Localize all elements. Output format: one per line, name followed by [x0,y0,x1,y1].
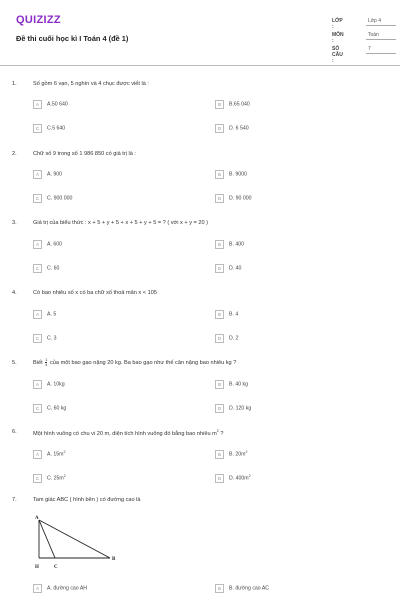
class-label: LỚP : [332,18,343,30]
option-text: B. 400 [229,241,244,248]
option-d[interactable] [215,124,249,133]
count-underline [366,53,396,54]
option-text: B. 4 [229,311,239,318]
side-ab [39,520,110,558]
option-c[interactable] [33,474,66,483]
quizizz-logo: QUIZIZZ [16,14,61,26]
superscript: 2 [248,474,251,479]
option-c[interactable] [33,334,57,343]
option-a[interactable] [33,380,65,389]
question-text [33,429,223,437]
option-text: A. 600 [47,241,62,248]
superscript: 2 [216,429,219,433]
option-d[interactable] [215,194,252,203]
option-letter-box: D [215,264,224,273]
option-d[interactable] [215,334,239,343]
page-title: Đề thi cuối học kì I Toán 4 (đề 1) [16,34,129,43]
option-letter-box: B [215,450,224,459]
question-number: 5. [12,360,17,366]
class-underline [366,25,396,26]
question-text: Chữ số 9 trong số 1 986 850 có giá trị là : [33,151,136,157]
option-text: A. đường cao AH [47,585,88,592]
option-text: C. 60 kg [47,405,67,412]
option-letter-box: D [215,474,224,483]
option-letter-box: B [215,100,224,109]
option-text: D. 400m [229,475,249,482]
vertex-label-b: B [112,557,116,562]
option-text: C. 900 000 [47,195,73,202]
triangle-abc-figure [30,514,140,572]
option-c[interactable] [33,124,65,133]
option-letter-box: C [33,474,42,483]
option-b[interactable] [215,170,247,179]
option-a[interactable] [33,450,65,459]
option-letter-box: A [33,584,42,593]
option-text: B. 9000 [229,171,247,178]
option-b[interactable] [215,310,238,319]
option-text: D. 2 [229,335,239,342]
question-text: Có bao nhiêu số x có ba chữ số thoả mãn x < 105 [33,290,157,296]
option-text: B.65 040 [229,101,250,108]
option-text: C. 3 [47,335,57,342]
question-number: 7. [12,497,17,503]
header-divider [0,65,400,66]
option-d[interactable] [215,474,251,483]
option-letter-box: C [33,264,42,273]
option-letter-box: A [33,450,42,459]
question-number: 3. [12,220,17,226]
question-text-main: Một hình vuông có chu vi 20 m, diện tích hình vuông đó bằng bao nhiêu m [33,430,217,437]
option-letter-box: B [215,240,224,249]
question-number: 6. [12,429,17,435]
option-b[interactable] [215,380,248,389]
subject-label: MÔN : [332,32,344,44]
option-text: A. 900 [47,171,62,178]
question-number: 2. [12,151,17,157]
option-letter-box: C [33,404,42,413]
side-ac [39,520,55,558]
option-text: C.5 640 [47,125,66,132]
option-letter-box: C [33,194,42,203]
option-d[interactable] [215,404,251,413]
question-text: Tam giác ABC ( hình bên ) có đường cao là [33,497,141,503]
option-letter-box: A [33,240,42,249]
superscript: 2 [63,474,66,479]
option-letter-box: C [33,124,42,133]
option-text: D. 90 000 [229,195,252,202]
question-text-post: của một bao gạo nặng 20 kg. Ba bao gạo như thế cân nặng bao nhiêu kg ? [50,359,237,366]
option-letter-box: B [215,380,224,389]
option-text: D. 40 [229,265,242,272]
option-text: A.50 640 [47,101,68,108]
option-text: A. 5 [47,311,57,318]
option-letter-box: B [215,310,224,319]
option-letter-box: D [215,334,224,343]
option-text: A. 10kg [47,381,65,388]
class-value: Lớp 4 [368,18,382,24]
vertex-label-h: H [35,565,39,570]
superscript: 2 [63,450,66,455]
subject-value: Toán [368,32,379,38]
fraction-denominator: 4 [45,362,48,367]
option-b[interactable] [215,584,269,593]
option-c[interactable] [33,404,66,413]
option-b[interactable] [215,450,247,459]
option-text: A. 15m [47,451,64,458]
fraction-numerator: 1 [45,357,48,362]
fraction [45,358,47,367]
option-a[interactable] [33,170,62,179]
option-c[interactable] [33,264,59,273]
option-d[interactable] [215,264,241,273]
option-text: B. đường cao AC [229,585,270,592]
option-letter-box: D [215,404,224,413]
option-b[interactable] [215,240,244,249]
option-letter-box: B [215,584,224,593]
option-letter-box: B [215,170,224,179]
question-text-pre: Biết [33,359,43,366]
option-a[interactable] [33,240,62,249]
option-letter-box: D [215,124,224,133]
question-text: Số gồm 6 vạn, 5 nghìn và 4 chục được viết là : [33,81,149,87]
option-letter-box: C [33,334,42,343]
superscript: 2 [245,450,248,455]
count-label: SỐ CÂU : [332,46,343,64]
question-text [33,358,236,367]
question-text: Giá trị của biểu thức : x + 5 + y + 5 + x + 5 + y + 5 = ? ( với x + y = 20 ) [33,220,209,226]
option-letter-box: D [215,194,224,203]
option-text: D. 120 kg [229,405,252,412]
option-letter-box: A [33,380,42,389]
option-text: C. 60 [47,265,60,272]
option-text: C. 25m [47,475,64,482]
question-text-post: ? [218,430,224,437]
question-number: 4. [12,290,17,296]
option-letter-box: A [33,100,42,109]
option-a[interactable] [33,584,87,593]
option-c[interactable] [33,194,72,203]
option-text: B. 40 kg [229,381,249,388]
option-letter-box: A [33,170,42,179]
vertex-label-c: C [54,565,58,570]
option-a[interactable] [33,100,68,109]
option-a[interactable] [33,310,56,319]
question-number: 1. [12,81,17,87]
vertex-label-a: A [35,516,39,521]
option-text: B. 20m [229,451,246,458]
option-text: D. 6 540 [229,125,249,132]
count-value: 7 [368,46,371,52]
option-letter-box: A [33,310,42,319]
subject-underline [366,39,396,40]
option-b[interactable] [215,100,250,109]
